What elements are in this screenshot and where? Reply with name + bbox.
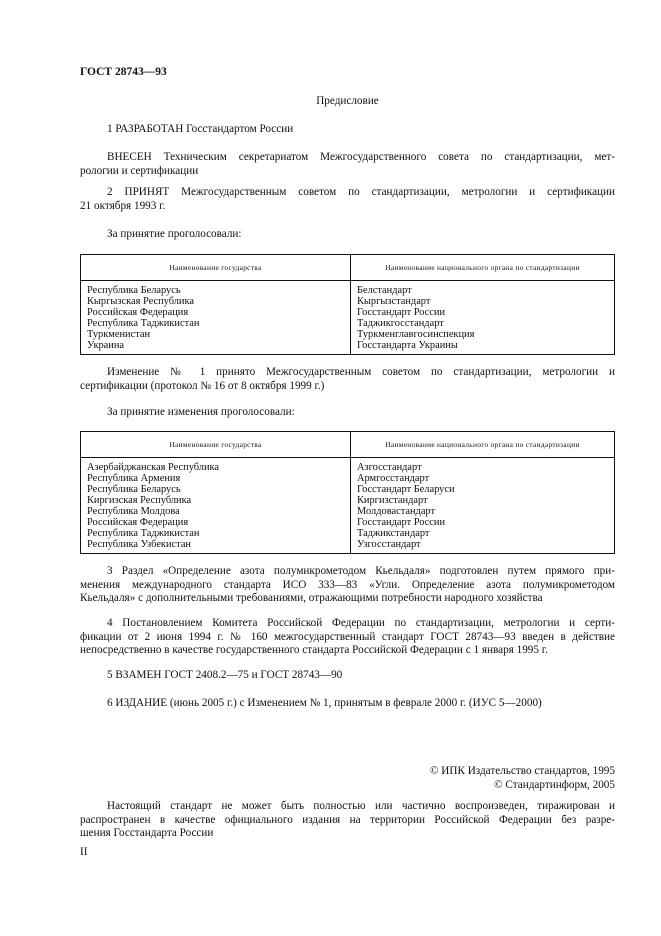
table-row [81,458,615,554]
paragraph-line: 3 Раздел «Определение азота полумикрометодом Кьельдаля» подготовлен путем прямого при- [107,565,615,577]
paragraph-line: рологии и сертификации [80,164,199,177]
body-name: Киргизстандарт [357,495,428,506]
state-name: Кыргызская Республика [87,296,194,307]
paragraph-introduced [80,151,615,178]
state-list [81,281,351,355]
body-name: Армгосстандарт [357,473,430,484]
paragraph-line: 4 Постановлением Комитета Российской Федерации по стандартизации, метрологии и серти- [107,617,615,629]
paragraph-line: Настоящий стандарт не может быть полностью или частично воспроизведен, тиражирован и [107,800,615,812]
body-name: Госстандарт России [357,517,446,528]
paragraph-line: 2 ПРИНЯТ Межгосударственным советом по стандартизации, метрологии и сертификации [107,186,615,198]
voting-table-1 [80,254,615,355]
paragraph-voted: За принятие проголосовали: [107,228,242,240]
state-name: Республика Узбекистан [87,539,191,550]
state-name: Украина [87,340,125,351]
body-name: Азгосстандарт [357,462,422,473]
voting-table-2 [80,431,615,554]
reproduction-notice [80,800,615,841]
paragraph-replaces: 5 ВЗАМЕН ГОСТ 2408.2—75 и ГОСТ 28743—90 [107,669,343,681]
table-row [81,281,615,355]
state-name: Азербайджанская Республика [87,462,220,473]
table-header-state: Наименование государства [81,255,351,281]
paragraph-adopted [80,186,615,213]
paragraph-line: фикации от 2 июня 1994 г. № 160 межгосударственный стандарт ГОСТ 28743—93 введен в действие [80,630,615,643]
document-id-header: ГОСТ 28743—93 [80,66,167,78]
state-name: Киргизская Республика [87,495,192,506]
body-name: Госстандарта Украины [357,340,458,351]
state-list [81,458,351,554]
paragraph-developed: 1 РАЗРАБОТАН Госстандартом России [107,123,294,135]
paragraph-line: Изменение № 1 принято Межгосударственным советом по стандартизации, метрологии и [107,366,615,378]
paragraph-line: сертификации (протокол № 16 от 8 октября 1999 г.) [80,379,325,392]
paragraph-line: Кьельдаля» с дополнительными требованиями, отражающими потребности народного хозяйства [80,592,543,605]
body-name: Таджикстандарт [357,528,430,539]
state-name: Республика Армения [87,473,181,484]
body-list [351,281,615,355]
paragraph-line: непосредственно в качестве государственного стандарта Российской Федерации с 1 января 1995 г. [80,644,548,657]
body-name: Белстандарт [357,285,412,296]
document-page [80,0,615,936]
table-header-state: Наименование государства [81,432,351,458]
paragraph-line: ВНЕСЕН Техническим секретариатом Межгосударственного совета по стандартизации, мет- [107,151,615,163]
state-name: Российская Федерация [87,307,189,318]
page-number: II [80,846,88,858]
paragraph-line: менения международного стандарта ИСО 333—83 «Угли. Определение азота полумикрометодом [80,578,615,591]
body-name: Туркменглавгосинспекция [357,329,475,340]
state-name: Республика Беларусь [87,285,181,296]
body-name: Кыргызстандарт [357,296,431,307]
paragraph-line: распространен в качестве официального издания на территории Российской Федерации без разре- [80,813,615,826]
state-name: Туркменистан [87,329,151,340]
paragraph-edition: 6 ИЗДАНИЕ (июнь 2005 г.) с Изменением № 1, принятым в феврале 2000 г. (ИУС 5—2000) [107,697,542,709]
state-name: Республика Молдова [87,506,180,517]
state-name: Российская Федерация [87,517,189,528]
body-list [351,458,615,554]
paragraph-section-prepared [80,565,615,606]
state-name: Республика Беларусь [87,484,181,495]
copyright-line: © ИПК Издательство стандартов, 1995 [429,765,615,777]
body-name: Узгосстандарт [357,539,421,550]
body-name: Молдовастандарт [357,506,436,517]
paragraph-amendment-voted: За принятие изменения проголосовали: [107,406,295,418]
table-header-body: Наименование национального органа по стандартизации [351,255,615,281]
body-name: Госстандарт России [357,307,446,318]
paragraph-line: шения Госстандарта России [80,827,214,840]
paragraph-amendment [80,366,615,393]
copyright-block [80,765,615,792]
paragraph-decree [80,617,615,658]
body-name: Госстандарт Беларуси [357,484,455,495]
state-name: Республика Таджикистан [87,318,200,329]
copyright-line: © Стандартинформ, 2005 [494,778,615,791]
table-header-body: Наименование национального органа по стандартизации [351,432,615,458]
paragraph-line: 21 октября 1993 г. [80,199,166,212]
body-name: Таджикгосстандарт [357,318,444,329]
section-title: Предисловие [316,95,379,107]
state-name: Республика Таджикистан [87,528,200,539]
